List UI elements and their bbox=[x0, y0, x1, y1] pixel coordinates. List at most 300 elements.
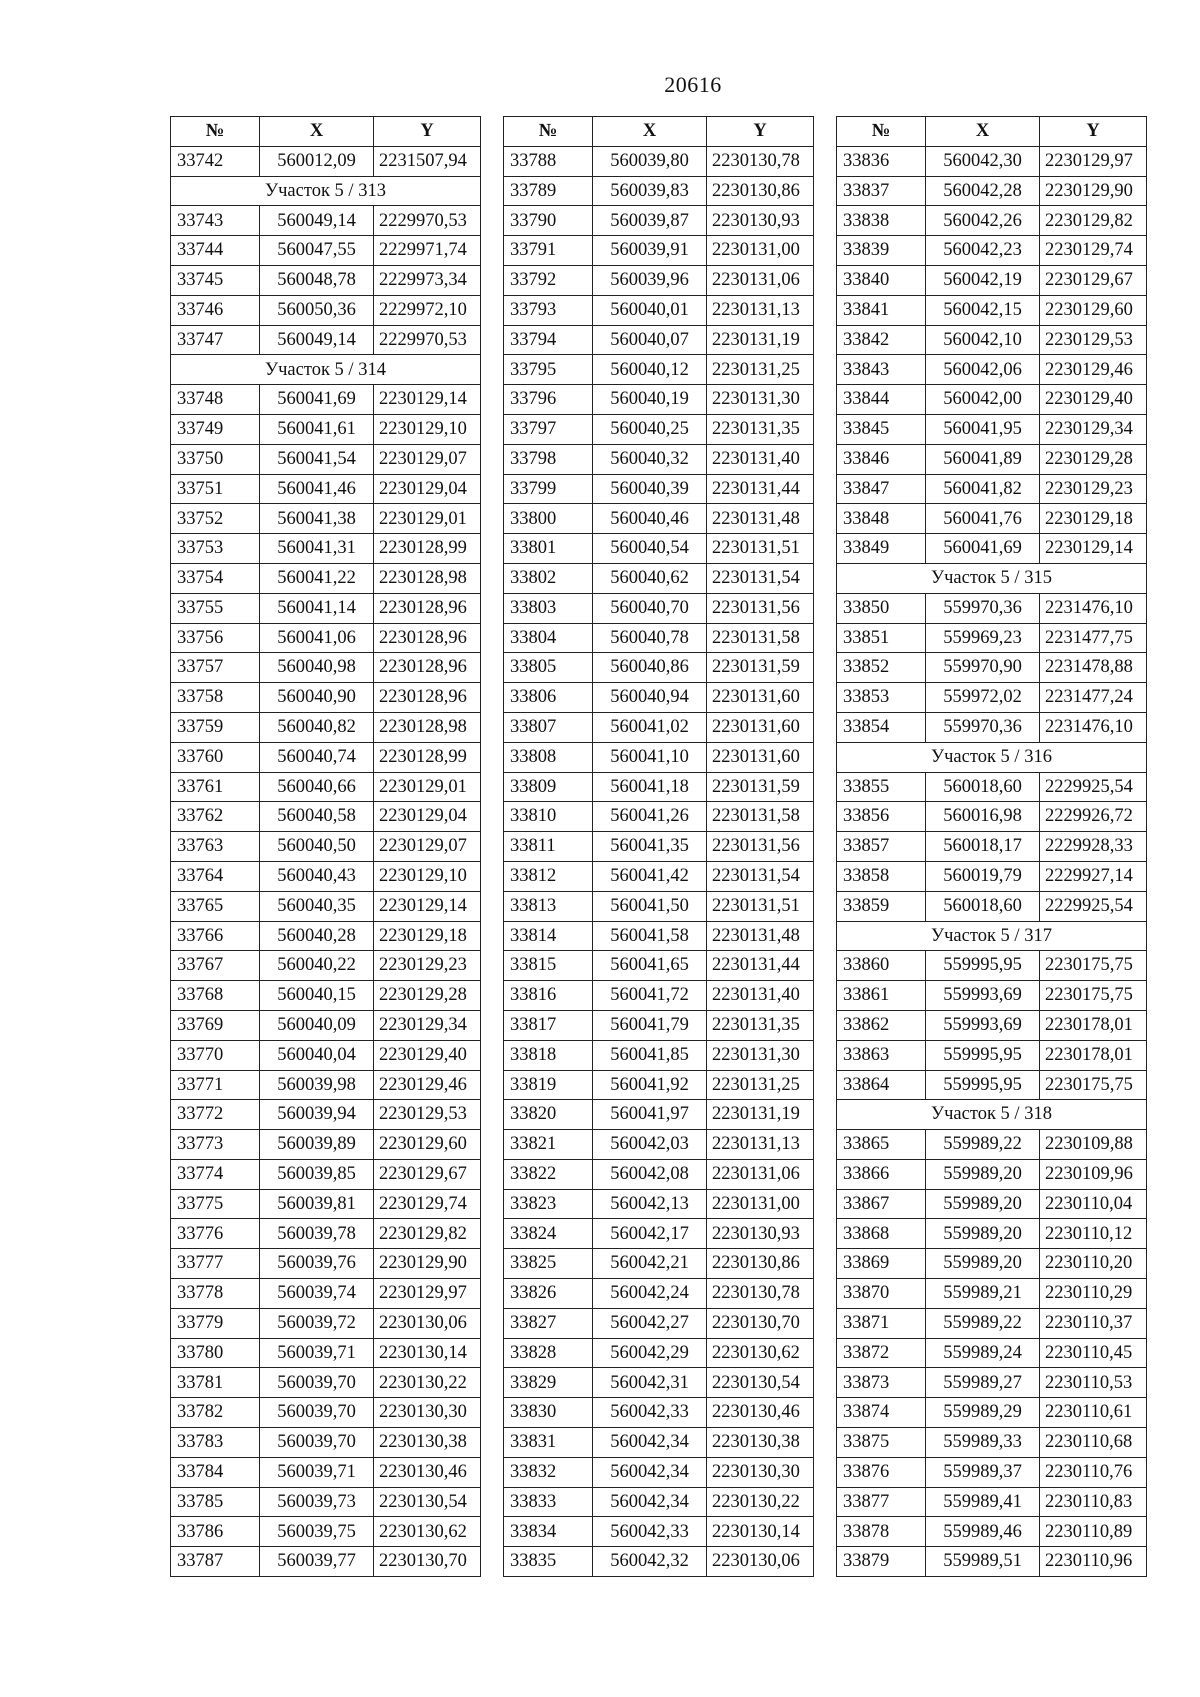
x-coordinate: 559989,41 bbox=[926, 1487, 1040, 1517]
table-row bbox=[837, 1249, 1147, 1279]
section-title: Участок 5 / 314 bbox=[171, 355, 481, 385]
y-coordinate: 2230130,62 bbox=[374, 1517, 481, 1547]
x-coordinate: 559989,29 bbox=[926, 1398, 1040, 1428]
x-coordinate: 560039,73 bbox=[260, 1487, 374, 1517]
point-number: 33832 bbox=[504, 1457, 593, 1487]
table-body bbox=[504, 146, 814, 1576]
y-coordinate: 2230130,70 bbox=[374, 1547, 481, 1577]
point-number: 33829 bbox=[504, 1368, 593, 1398]
point-number: 33812 bbox=[504, 861, 593, 891]
y-coordinate: 2230129,14 bbox=[374, 891, 481, 921]
y-coordinate: 2229970,53 bbox=[374, 206, 481, 236]
y-coordinate: 2230130,78 bbox=[707, 146, 814, 176]
point-number: 33768 bbox=[171, 981, 260, 1011]
point-number: 33868 bbox=[837, 1219, 926, 1249]
y-coordinate: 2230129,40 bbox=[1040, 385, 1147, 415]
x-coordinate: 560039,72 bbox=[260, 1308, 374, 1338]
y-coordinate: 2230129,82 bbox=[374, 1219, 481, 1249]
x-coordinate: 560041,97 bbox=[593, 1100, 707, 1130]
x-coordinate: 560041,31 bbox=[260, 534, 374, 564]
table-row bbox=[837, 176, 1147, 206]
table-row bbox=[504, 1070, 814, 1100]
table-row bbox=[171, 1159, 481, 1189]
point-number: 33815 bbox=[504, 951, 593, 981]
section-row bbox=[837, 1100, 1147, 1130]
table-row bbox=[837, 1010, 1147, 1040]
y-coordinate: 2230130,70 bbox=[707, 1308, 814, 1338]
x-coordinate: 559972,02 bbox=[926, 683, 1040, 713]
y-coordinate: 2230129,34 bbox=[374, 1010, 481, 1040]
point-number: 33797 bbox=[504, 414, 593, 444]
section-row bbox=[837, 921, 1147, 951]
x-coordinate: 560016,98 bbox=[926, 802, 1040, 832]
point-number: 33856 bbox=[837, 802, 926, 832]
point-number: 33831 bbox=[504, 1428, 593, 1458]
header-y: Y bbox=[374, 117, 481, 147]
y-coordinate: 2230131,54 bbox=[707, 861, 814, 891]
table-row bbox=[837, 1457, 1147, 1487]
table-row bbox=[171, 1010, 481, 1040]
point-number: 33782 bbox=[171, 1398, 260, 1428]
y-coordinate: 2230110,12 bbox=[1040, 1219, 1147, 1249]
y-coordinate: 2230130,38 bbox=[707, 1428, 814, 1458]
point-number: 33811 bbox=[504, 832, 593, 862]
x-coordinate: 560048,78 bbox=[260, 265, 374, 295]
table-row bbox=[504, 1457, 814, 1487]
y-coordinate: 2230129,23 bbox=[374, 951, 481, 981]
table-row bbox=[837, 1189, 1147, 1219]
y-coordinate: 2230131,48 bbox=[707, 504, 814, 534]
x-coordinate: 560041,35 bbox=[593, 832, 707, 862]
point-number: 33791 bbox=[504, 236, 593, 266]
x-coordinate: 560039,96 bbox=[593, 265, 707, 295]
x-coordinate: 560040,09 bbox=[260, 1010, 374, 1040]
y-coordinate: 2230131,51 bbox=[707, 891, 814, 921]
point-number: 33853 bbox=[837, 683, 926, 713]
table-row bbox=[504, 772, 814, 802]
table-row bbox=[837, 1159, 1147, 1189]
x-coordinate: 560041,95 bbox=[926, 414, 1040, 444]
point-number: 33817 bbox=[504, 1010, 593, 1040]
x-coordinate: 560050,36 bbox=[260, 295, 374, 325]
point-number: 33772 bbox=[171, 1100, 260, 1130]
table-row bbox=[171, 325, 481, 355]
y-coordinate: 2229973,34 bbox=[374, 265, 481, 295]
y-coordinate: 2230129,07 bbox=[374, 832, 481, 862]
x-coordinate: 560018,60 bbox=[926, 772, 1040, 802]
table-row bbox=[504, 146, 814, 176]
y-coordinate: 2230109,96 bbox=[1040, 1159, 1147, 1189]
y-coordinate: 2230131,60 bbox=[707, 742, 814, 772]
x-coordinate: 559989,46 bbox=[926, 1517, 1040, 1547]
table-row bbox=[171, 1338, 481, 1368]
header-number: № bbox=[171, 117, 260, 147]
y-coordinate: 2230129,01 bbox=[374, 772, 481, 802]
table-row bbox=[171, 1517, 481, 1547]
point-number: 33747 bbox=[171, 325, 260, 355]
y-coordinate: 2230110,45 bbox=[1040, 1338, 1147, 1368]
x-coordinate: 560042,27 bbox=[593, 1308, 707, 1338]
x-coordinate: 560040,58 bbox=[260, 802, 374, 832]
point-number: 33752 bbox=[171, 504, 260, 534]
x-coordinate: 560042,26 bbox=[926, 206, 1040, 236]
section-title: Участок 5 / 313 bbox=[171, 176, 481, 206]
y-coordinate: 2229972,10 bbox=[374, 295, 481, 325]
y-coordinate: 2230110,61 bbox=[1040, 1398, 1147, 1428]
point-number: 33819 bbox=[504, 1070, 593, 1100]
x-coordinate: 559989,20 bbox=[926, 1219, 1040, 1249]
x-coordinate: 560040,78 bbox=[593, 623, 707, 653]
y-coordinate: 2230130,30 bbox=[707, 1457, 814, 1487]
y-coordinate: 2230130,06 bbox=[707, 1547, 814, 1577]
table-row bbox=[504, 1487, 814, 1517]
point-number: 33755 bbox=[171, 593, 260, 623]
y-coordinate: 2230131,13 bbox=[707, 1130, 814, 1160]
x-coordinate: 560042,32 bbox=[593, 1547, 707, 1577]
table-row bbox=[171, 832, 481, 862]
table-header-row bbox=[171, 117, 481, 147]
table-row bbox=[504, 236, 814, 266]
x-coordinate: 560040,01 bbox=[593, 295, 707, 325]
y-coordinate: 2230129,04 bbox=[374, 802, 481, 832]
y-coordinate: 2230129,18 bbox=[374, 921, 481, 951]
y-coordinate: 2230130,54 bbox=[374, 1487, 481, 1517]
table-row bbox=[504, 1100, 814, 1130]
point-number: 33769 bbox=[171, 1010, 260, 1040]
x-coordinate: 560040,39 bbox=[593, 474, 707, 504]
x-coordinate: 560040,46 bbox=[593, 504, 707, 534]
point-number: 33744 bbox=[171, 236, 260, 266]
y-coordinate: 2230110,96 bbox=[1040, 1547, 1147, 1577]
point-number: 33766 bbox=[171, 921, 260, 951]
x-coordinate: 559989,22 bbox=[926, 1130, 1040, 1160]
y-coordinate: 2230129,10 bbox=[374, 861, 481, 891]
x-coordinate: 560042,34 bbox=[593, 1487, 707, 1517]
y-coordinate: 2230110,37 bbox=[1040, 1308, 1147, 1338]
x-coordinate: 560041,92 bbox=[593, 1070, 707, 1100]
y-coordinate: 2230129,74 bbox=[1040, 236, 1147, 266]
x-coordinate: 560042,33 bbox=[593, 1398, 707, 1428]
point-number: 33814 bbox=[504, 921, 593, 951]
y-coordinate: 2230128,96 bbox=[374, 623, 481, 653]
y-coordinate: 2230131,30 bbox=[707, 385, 814, 415]
table-row bbox=[171, 802, 481, 832]
x-coordinate: 560039,76 bbox=[260, 1249, 374, 1279]
point-number: 33749 bbox=[171, 414, 260, 444]
x-coordinate: 560042,13 bbox=[593, 1189, 707, 1219]
point-number: 33778 bbox=[171, 1279, 260, 1309]
table-row bbox=[837, 1279, 1147, 1309]
x-coordinate: 559989,20 bbox=[926, 1159, 1040, 1189]
point-number: 33777 bbox=[171, 1249, 260, 1279]
point-number: 33784 bbox=[171, 1457, 260, 1487]
point-number: 33780 bbox=[171, 1338, 260, 1368]
y-coordinate: 2230129,53 bbox=[1040, 325, 1147, 355]
x-coordinate: 560040,86 bbox=[593, 653, 707, 683]
table-row bbox=[837, 772, 1147, 802]
header-x: X bbox=[593, 117, 707, 147]
point-number: 33794 bbox=[504, 325, 593, 355]
table-body bbox=[837, 146, 1147, 1576]
y-coordinate: 2230131,13 bbox=[707, 295, 814, 325]
point-number: 33876 bbox=[837, 1457, 926, 1487]
y-coordinate: 2231507,94 bbox=[374, 146, 481, 176]
x-coordinate: 560041,46 bbox=[260, 474, 374, 504]
table-row bbox=[837, 712, 1147, 742]
table-row bbox=[504, 1249, 814, 1279]
point-number: 33869 bbox=[837, 1249, 926, 1279]
table-row bbox=[171, 146, 481, 176]
point-number: 33750 bbox=[171, 444, 260, 474]
point-number: 33835 bbox=[504, 1547, 593, 1577]
table-row bbox=[171, 414, 481, 444]
point-number: 33793 bbox=[504, 295, 593, 325]
point-number: 33825 bbox=[504, 1249, 593, 1279]
header-y: Y bbox=[1040, 117, 1147, 147]
point-number: 33849 bbox=[837, 534, 926, 564]
table-header-row bbox=[837, 117, 1147, 147]
point-number: 33807 bbox=[504, 712, 593, 742]
y-coordinate: 2230131,25 bbox=[707, 355, 814, 385]
point-number: 33859 bbox=[837, 891, 926, 921]
point-number: 33745 bbox=[171, 265, 260, 295]
point-number: 33795 bbox=[504, 355, 593, 385]
point-number: 33762 bbox=[171, 802, 260, 832]
point-number: 33798 bbox=[504, 444, 593, 474]
y-coordinate: 2229971,74 bbox=[374, 236, 481, 266]
x-coordinate: 560040,15 bbox=[260, 981, 374, 1011]
y-coordinate: 2229926,72 bbox=[1040, 802, 1147, 832]
x-coordinate: 560040,54 bbox=[593, 534, 707, 564]
table-row bbox=[171, 683, 481, 713]
x-coordinate: 560042,15 bbox=[926, 295, 1040, 325]
point-number: 33796 bbox=[504, 385, 593, 415]
table-row bbox=[837, 206, 1147, 236]
y-coordinate: 2230131,30 bbox=[707, 1040, 814, 1070]
y-coordinate: 2230131,00 bbox=[707, 1189, 814, 1219]
point-number: 33865 bbox=[837, 1130, 926, 1160]
y-coordinate: 2230128,99 bbox=[374, 534, 481, 564]
y-coordinate: 2230129,34 bbox=[1040, 414, 1147, 444]
x-coordinate: 560049,14 bbox=[260, 206, 374, 236]
x-coordinate: 560041,18 bbox=[593, 772, 707, 802]
x-coordinate: 560041,61 bbox=[260, 414, 374, 444]
point-number: 33758 bbox=[171, 683, 260, 713]
table-row bbox=[837, 1428, 1147, 1458]
table-row bbox=[171, 563, 481, 593]
point-number: 33783 bbox=[171, 1428, 260, 1458]
x-coordinate: 560041,38 bbox=[260, 504, 374, 534]
table-row bbox=[171, 1130, 481, 1160]
table-row bbox=[504, 534, 814, 564]
y-coordinate: 2230128,96 bbox=[374, 653, 481, 683]
table-row bbox=[171, 1457, 481, 1487]
table-row bbox=[837, 623, 1147, 653]
x-coordinate: 560039,87 bbox=[593, 206, 707, 236]
coordinate-table-3 bbox=[836, 116, 1147, 1577]
y-coordinate: 2230110,53 bbox=[1040, 1368, 1147, 1398]
y-coordinate: 2230129,60 bbox=[374, 1130, 481, 1160]
y-coordinate: 2229925,54 bbox=[1040, 891, 1147, 921]
point-number: 33857 bbox=[837, 832, 926, 862]
y-coordinate: 2230131,59 bbox=[707, 653, 814, 683]
x-coordinate: 559989,21 bbox=[926, 1279, 1040, 1309]
x-coordinate: 560040,22 bbox=[260, 951, 374, 981]
x-coordinate: 560041,58 bbox=[593, 921, 707, 951]
x-coordinate: 560039,85 bbox=[260, 1159, 374, 1189]
table-row bbox=[837, 355, 1147, 385]
point-number: 33821 bbox=[504, 1130, 593, 1160]
y-coordinate: 2230129,07 bbox=[374, 444, 481, 474]
point-number: 33746 bbox=[171, 295, 260, 325]
x-coordinate: 560042,17 bbox=[593, 1219, 707, 1249]
y-coordinate: 2230129,60 bbox=[1040, 295, 1147, 325]
point-number: 33790 bbox=[504, 206, 593, 236]
x-coordinate: 559970,36 bbox=[926, 712, 1040, 742]
point-number: 33879 bbox=[837, 1547, 926, 1577]
table-row bbox=[504, 712, 814, 742]
y-coordinate: 2230129,97 bbox=[1040, 146, 1147, 176]
point-number: 33830 bbox=[504, 1398, 593, 1428]
x-coordinate: 560042,30 bbox=[926, 146, 1040, 176]
y-coordinate: 2230131,44 bbox=[707, 951, 814, 981]
header-number: № bbox=[504, 117, 593, 147]
y-coordinate: 2230129,04 bbox=[374, 474, 481, 504]
x-coordinate: 560041,22 bbox=[260, 563, 374, 593]
point-number: 33802 bbox=[504, 563, 593, 593]
point-number: 33826 bbox=[504, 1279, 593, 1309]
point-number: 33803 bbox=[504, 593, 593, 623]
y-coordinate: 2230131,56 bbox=[707, 593, 814, 623]
x-coordinate: 560040,82 bbox=[260, 712, 374, 742]
section-row bbox=[837, 742, 1147, 772]
y-coordinate: 2230129,67 bbox=[1040, 265, 1147, 295]
y-coordinate: 2230129,14 bbox=[1040, 534, 1147, 564]
table-row bbox=[837, 265, 1147, 295]
table-row bbox=[171, 1040, 481, 1070]
point-number: 33854 bbox=[837, 712, 926, 742]
section-title: Участок 5 / 317 bbox=[837, 921, 1147, 951]
y-coordinate: 2230131,25 bbox=[707, 1070, 814, 1100]
y-coordinate: 2230130,14 bbox=[707, 1517, 814, 1547]
point-number: 33808 bbox=[504, 742, 593, 772]
point-number: 33867 bbox=[837, 1189, 926, 1219]
x-coordinate: 560041,79 bbox=[593, 1010, 707, 1040]
x-coordinate: 560039,91 bbox=[593, 236, 707, 266]
point-number: 33818 bbox=[504, 1040, 593, 1070]
table-row bbox=[171, 444, 481, 474]
table-row bbox=[837, 1368, 1147, 1398]
table-row bbox=[504, 444, 814, 474]
table-row bbox=[504, 1547, 814, 1577]
y-coordinate: 2230131,44 bbox=[707, 474, 814, 504]
table-row bbox=[171, 206, 481, 236]
table-row bbox=[837, 832, 1147, 862]
point-number: 33786 bbox=[171, 1517, 260, 1547]
x-coordinate: 560040,43 bbox=[260, 861, 374, 891]
x-coordinate: 560042,34 bbox=[593, 1457, 707, 1487]
table-row bbox=[837, 802, 1147, 832]
table-row bbox=[504, 1368, 814, 1398]
x-coordinate: 559970,90 bbox=[926, 653, 1040, 683]
y-coordinate: 2230130,54 bbox=[707, 1368, 814, 1398]
point-number: 33878 bbox=[837, 1517, 926, 1547]
y-coordinate: 2230129,67 bbox=[374, 1159, 481, 1189]
point-number: 33771 bbox=[171, 1070, 260, 1100]
x-coordinate: 560040,94 bbox=[593, 683, 707, 713]
table-row bbox=[837, 1219, 1147, 1249]
table-row bbox=[504, 414, 814, 444]
table-row bbox=[504, 295, 814, 325]
x-coordinate: 560041,72 bbox=[593, 981, 707, 1011]
point-number: 33759 bbox=[171, 712, 260, 742]
point-number: 33801 bbox=[504, 534, 593, 564]
x-coordinate: 560041,69 bbox=[926, 534, 1040, 564]
table-row bbox=[837, 1338, 1147, 1368]
x-coordinate: 560041,10 bbox=[593, 742, 707, 772]
x-coordinate: 560042,34 bbox=[593, 1428, 707, 1458]
x-coordinate: 560041,89 bbox=[926, 444, 1040, 474]
table-row bbox=[171, 772, 481, 802]
y-coordinate: 2230131,59 bbox=[707, 772, 814, 802]
x-coordinate: 560039,75 bbox=[260, 1517, 374, 1547]
table-body bbox=[171, 146, 481, 1576]
table-row bbox=[171, 1189, 481, 1219]
section-title: Участок 5 / 316 bbox=[837, 742, 1147, 772]
table-row bbox=[837, 683, 1147, 713]
y-coordinate: 2230130,46 bbox=[374, 1457, 481, 1487]
x-coordinate: 560040,70 bbox=[593, 593, 707, 623]
x-coordinate: 560019,79 bbox=[926, 861, 1040, 891]
y-coordinate: 2230129,28 bbox=[1040, 444, 1147, 474]
table-row bbox=[171, 295, 481, 325]
x-coordinate: 560041,54 bbox=[260, 444, 374, 474]
point-number: 33872 bbox=[837, 1338, 926, 1368]
x-coordinate: 560012,09 bbox=[260, 146, 374, 176]
x-coordinate: 559989,22 bbox=[926, 1308, 1040, 1338]
y-coordinate: 2230131,58 bbox=[707, 802, 814, 832]
table-row bbox=[171, 236, 481, 266]
table-row bbox=[504, 1398, 814, 1428]
point-number: 33816 bbox=[504, 981, 593, 1011]
x-coordinate: 560041,76 bbox=[926, 504, 1040, 534]
table-row bbox=[504, 1130, 814, 1160]
section-row bbox=[171, 355, 481, 385]
y-coordinate: 2230178,01 bbox=[1040, 1010, 1147, 1040]
point-number: 33866 bbox=[837, 1159, 926, 1189]
table-row bbox=[837, 146, 1147, 176]
point-number: 33770 bbox=[171, 1040, 260, 1070]
table-row bbox=[504, 1159, 814, 1189]
x-coordinate: 560042,08 bbox=[593, 1159, 707, 1189]
point-number: 33776 bbox=[171, 1219, 260, 1249]
table-row bbox=[837, 1487, 1147, 1517]
table-row bbox=[171, 265, 481, 295]
table-row bbox=[171, 712, 481, 742]
table-row bbox=[837, 951, 1147, 981]
point-number: 33800 bbox=[504, 504, 593, 534]
x-coordinate: 559993,69 bbox=[926, 981, 1040, 1011]
table-row bbox=[504, 921, 814, 951]
table-row bbox=[504, 891, 814, 921]
table-row bbox=[504, 623, 814, 653]
x-coordinate: 560040,04 bbox=[260, 1040, 374, 1070]
x-coordinate: 560040,50 bbox=[260, 832, 374, 862]
x-coordinate: 560040,62 bbox=[593, 563, 707, 593]
header-x: X bbox=[926, 117, 1040, 147]
y-coordinate: 2230131,06 bbox=[707, 1159, 814, 1189]
table-row bbox=[171, 951, 481, 981]
